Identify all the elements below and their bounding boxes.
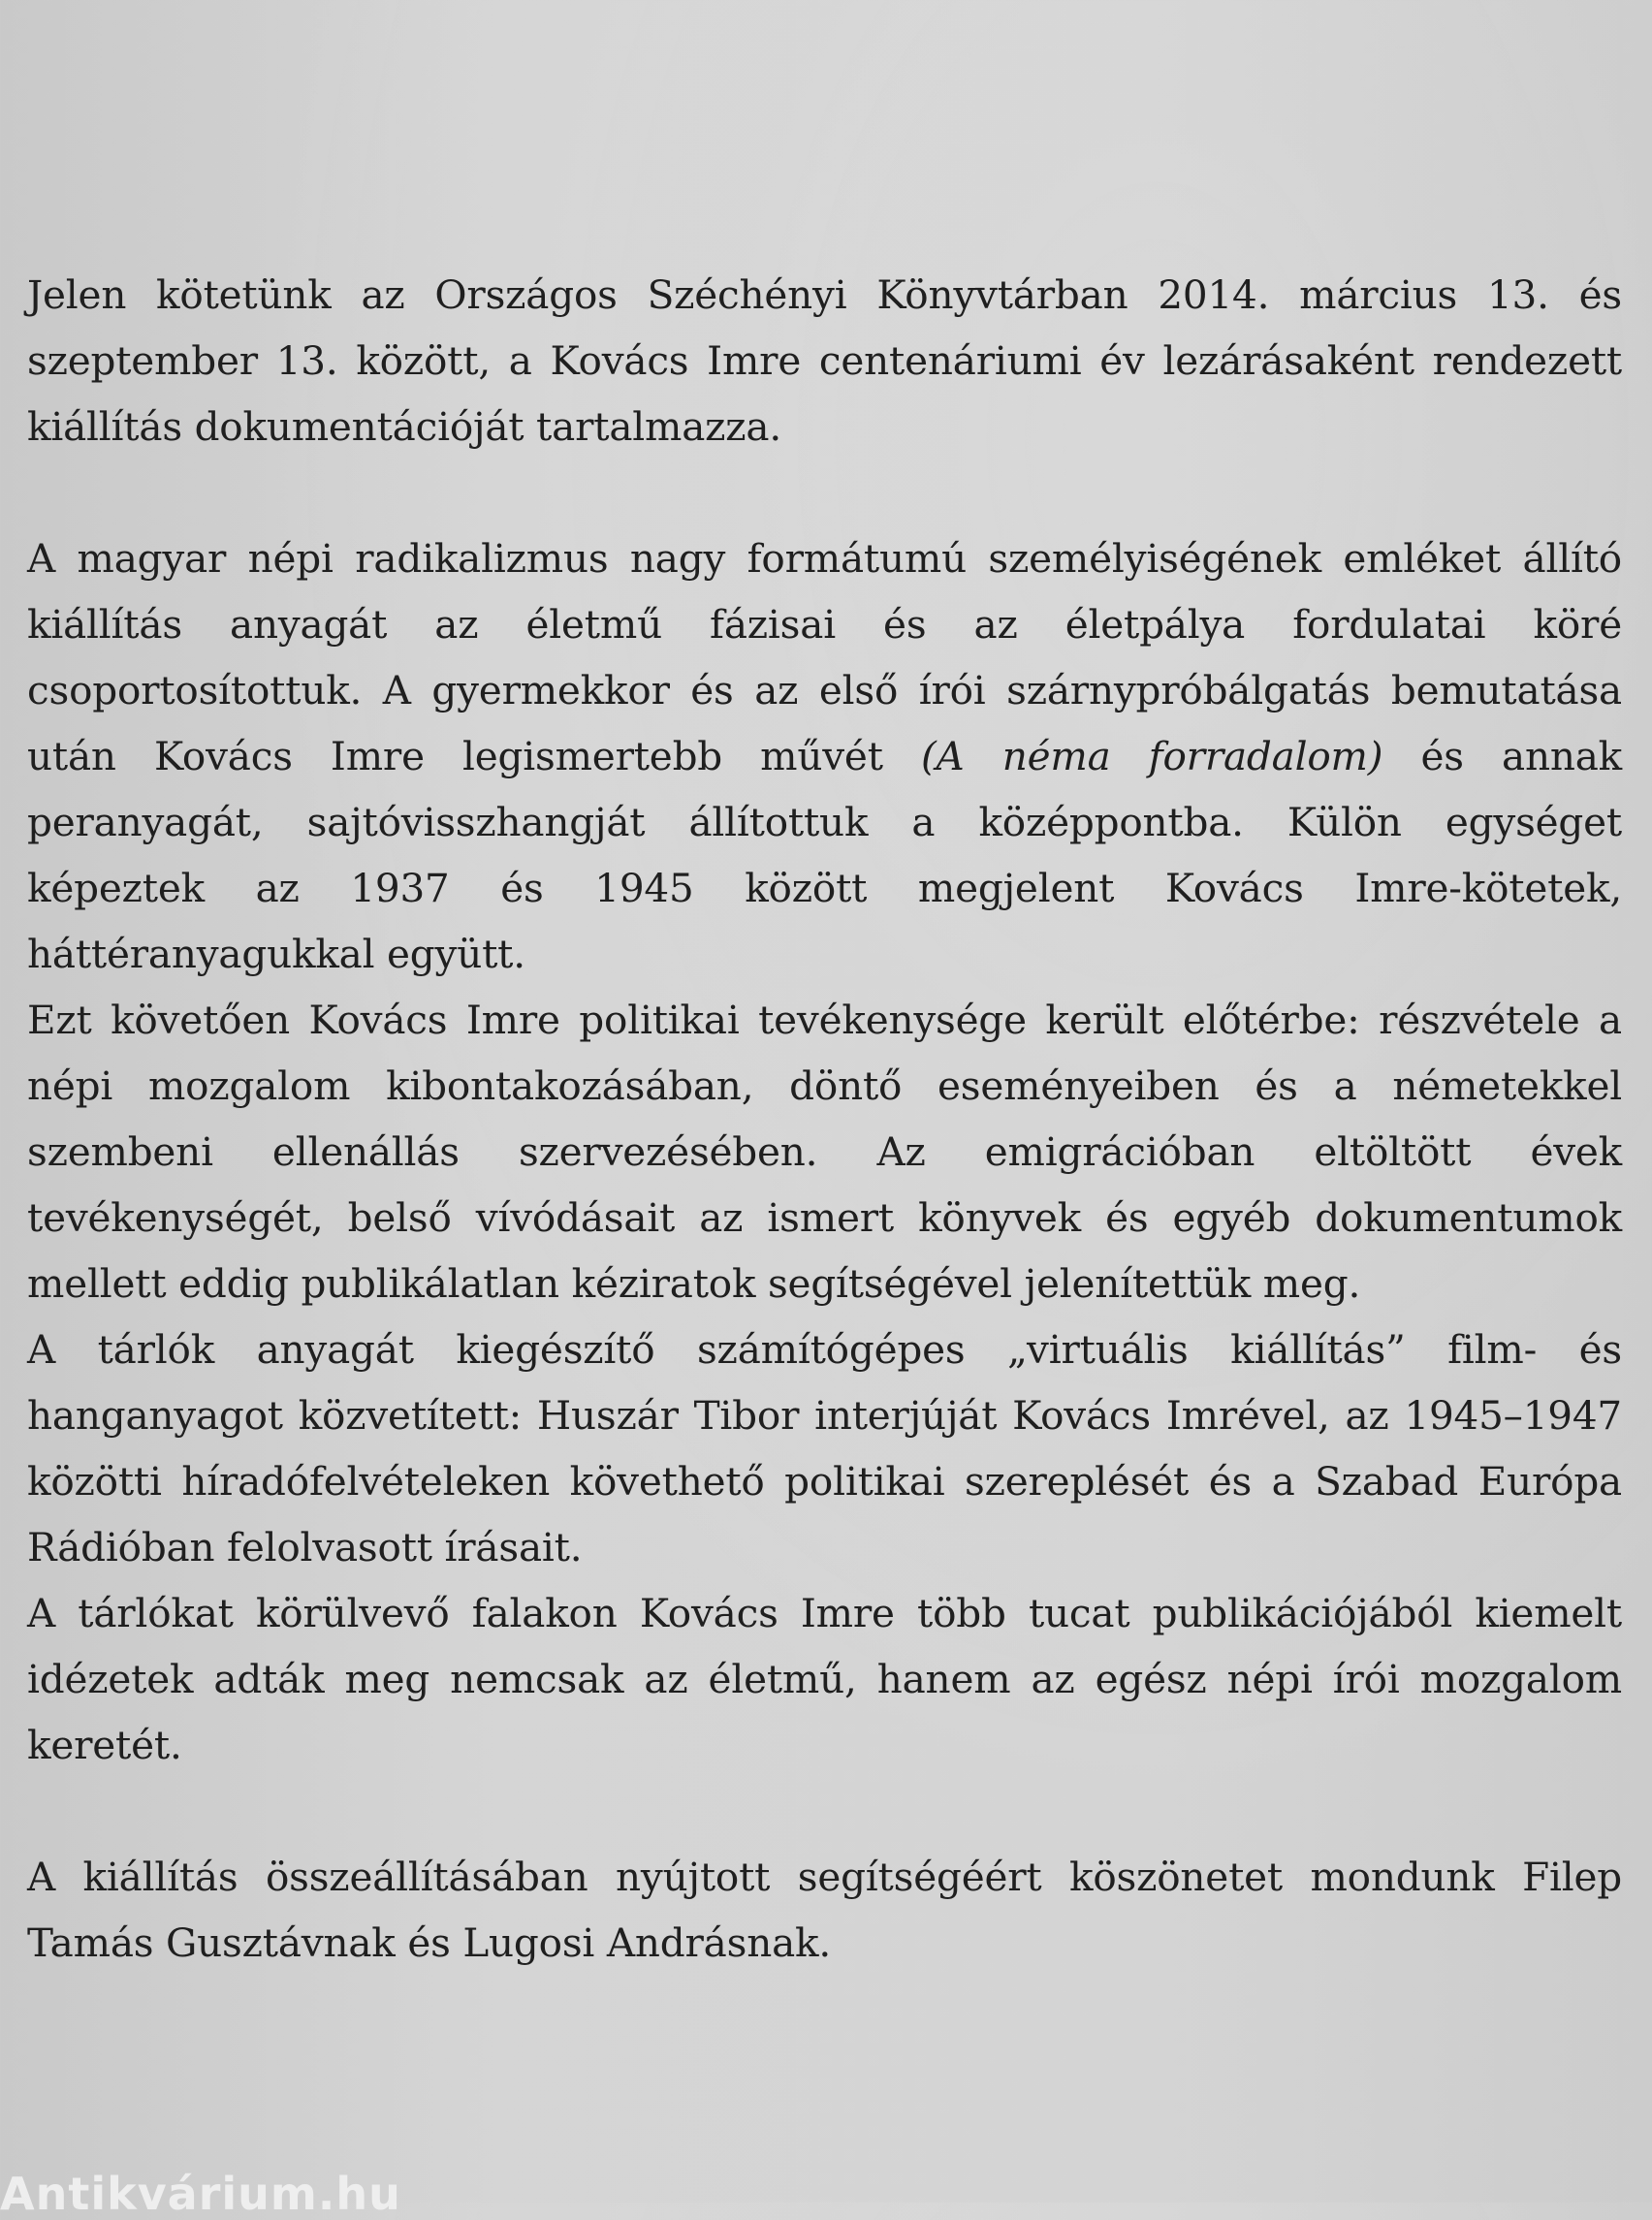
paragraph-exhibition-structure: [27, 525, 1622, 987]
paragraph-text-after: és annak peranyagát, sajtóvisszhangját állítottuk a középpontba. Külön egységet képeztek az 1937 és 1945 között megjelent Kovács Imre-kötetek, háttéranyagukkal együtt.: [27, 733, 1622, 977]
body-text: [27, 262, 1622, 1976]
paragraph-text-before: A magyar népi radikalizmus nagy formátumú személyiségének emléket állító kiállítás anyagát az életmű fázisai és az életpálya fordulatai köré csoportosítottuk. A gyermekkor és az első írói szárnypróbálgatás bemutatása után Kovács Imre legismertebb művét: [27, 535, 1622, 779]
watermark-text: Antikvárium.hu: [0, 2168, 401, 2220]
paragraph-acknowledgements: A kiállítás összeállításában nyújtott segítségéért köszönetet mondunk Filep Tamás Gusztávnak és Lugosi Andrásnak.: [27, 1854, 1622, 1966]
paragraph-intro: Jelen kötetünk az Országos Széchényi Könyvtárban 2014. március 13. és szeptember 13. között, a Kovács Imre centenáriumi év lezárásaként rendezett kiállítás dokumentációját tartalmazza.: [27, 271, 1622, 450]
paragraph-virtual-exhibition: A tárlók anyagát kiegészítő számítógépes „virtuális kiállítás” film- és hanganyagot közvetített: Huszár Tibor interjúját Kovács Imrével, az 1945–1947 közötti híradófelvételeken követhető politikai szereplését és a Szabad Európa Rádióban felolvasott írásait.: [27, 1326, 1622, 1570]
paragraph-spacer: [27, 1778, 1622, 1844]
paragraph-wall-quotes: A tárlókat körülvevő falakon Kovács Imre több tucat publikációjából kiemelt idézetek adták meg nemcsak az életmű, hanem az egész népi írói mozgalom keretét.: [27, 1590, 1622, 1768]
book-title-italic: (A néma forradalom): [920, 733, 1383, 779]
paragraph-spacer: [27, 460, 1622, 525]
paragraph-political-activity: Ezt követően Kovács Imre politikai tevékenysége került előtérbe: részvétele a népi mozgalom kibontakozásában, döntő eseményeiben és a németekkel szembeni ellenállás szervezésében. Az emigrációban eltöltött évek tevékenységét, belső vívódásait az ismert könyvek és egyéb dokumentumok mellett eddig publikálatlan kéziratok segítségével jelenítettük meg.: [27, 997, 1622, 1307]
